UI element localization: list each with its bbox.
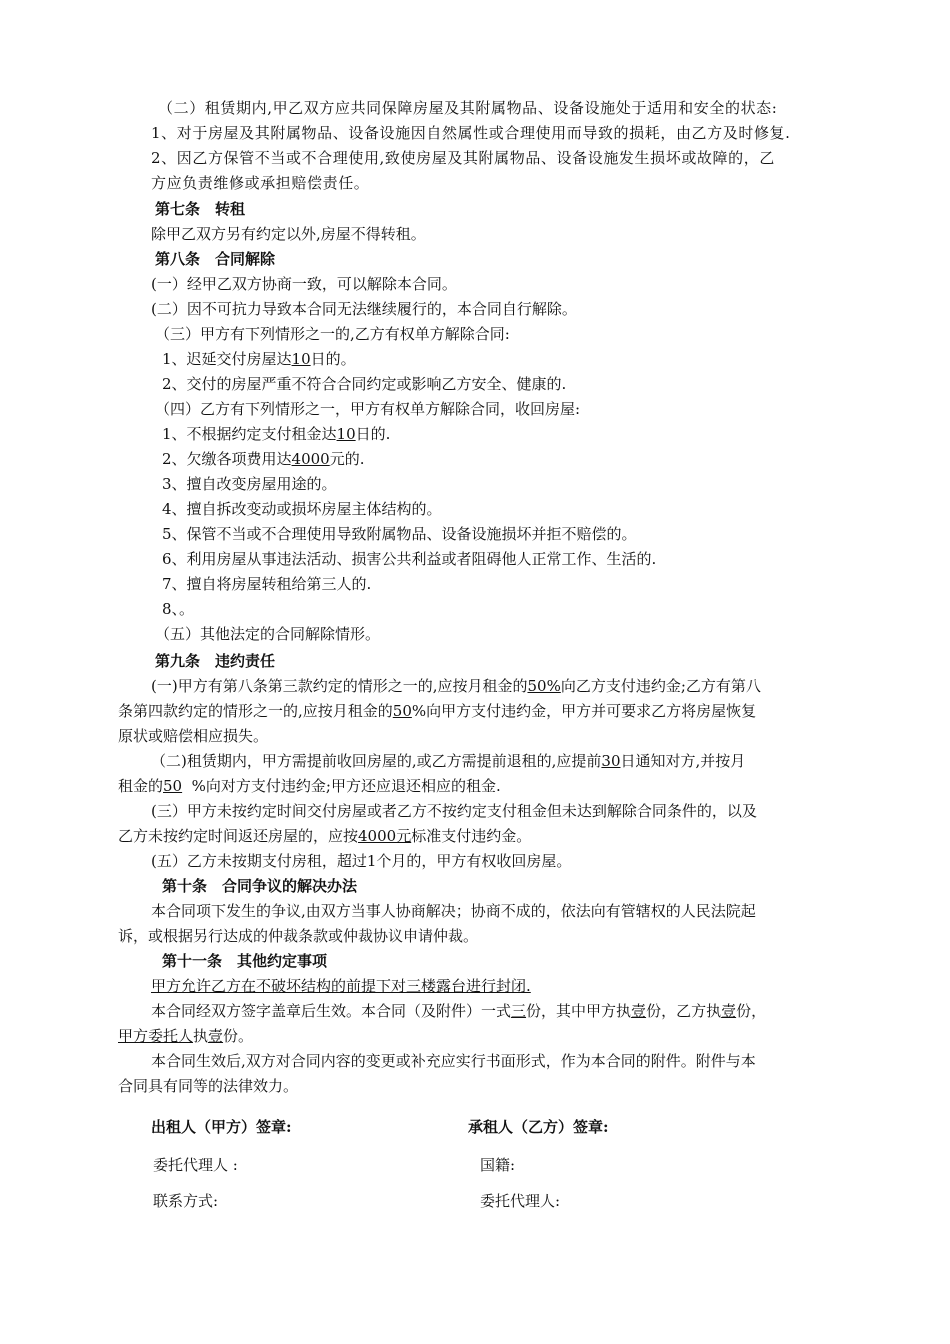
clause-6-2-title: （二）租赁期内,甲乙双方应共同保障房屋及其附属物品、设备设施处于适用和安全的状态:: [158, 99, 778, 117]
lessor-copies: 壹: [631, 1002, 647, 1020]
clause-9-1-line1: (一)甲方有第八条第三款约定的情形之一的,应按月租金的50%向乙方支付违约金;乙方有第八: [151, 677, 761, 695]
copies-count: 三: [511, 1002, 527, 1020]
clause-6-2-1: 1、对于房屋及其附属物品、设备设施因自然属性或合理使用而导致的损耗，由乙方及时修复.: [151, 124, 791, 142]
article-11-heading: 第十一条 其他约定事项: [162, 952, 328, 970]
lessee-signature-title: 承租人（乙方）签章:: [468, 1118, 609, 1136]
unpaid-fees-value: 4000: [291, 450, 330, 468]
clause-9-3-line2: 乙方未按约定时间返还房屋的，应按4000元标准支付违约金。: [118, 827, 532, 845]
article-10-text-line2: 诉，或根据另行达成的仲裁条款或仲裁协议申请仲裁。: [118, 927, 479, 945]
effectiveness-line2: 甲方委托人执壹份。: [118, 1027, 254, 1045]
clause-9-2-line2: 租金的50 %向对方支付违约金;甲方还应退还相应的租金.: [118, 777, 501, 795]
clause-8-5: （五）其他法定的合同解除情形。: [155, 625, 381, 643]
lessor-agent-party: 甲方委托人: [118, 1027, 194, 1045]
amendment-line1: 本合同生效后,双方对合同内容的变更或补充应实行书面形式，作为本合同的附件。附件与本: [151, 1052, 756, 1070]
clause-6-2-2-line2: 方应负责维修或承担赔偿责任。: [151, 174, 370, 192]
lessee-nationality-label: 国籍:: [480, 1156, 516, 1174]
clause-8-4: （四）乙方有下列情形之一，甲方有权单方解除合同，收回房屋:: [155, 400, 581, 418]
clause-8-4-2: 2、欠缴各项费用达4000元的.: [162, 450, 365, 468]
delay-days-value: 10: [291, 350, 311, 368]
notice-days-value: 30: [601, 752, 621, 770]
clause-8-3-2: 2、交付的房屋严重不符合合同约定或影响乙方安全、健康的.: [162, 375, 567, 393]
special-terms: 甲方允许乙方在不破坏结构的前提下对三楼露台进行封闭.: [151, 977, 531, 995]
early-termination-rate-value: 50: [163, 777, 183, 795]
clause-8-1: (一）经甲乙双方协商一致，可以解除本合同。: [151, 275, 457, 293]
clause-9-5: (五）乙方未按期支付房租，超过1个月的，甲方有权收回房屋。: [151, 852, 572, 870]
lessee-agent-label: 委托代理人:: [480, 1192, 561, 1210]
clause-8-4-4: 4、擅自拆改变动或损坏房屋主体结构的。: [162, 500, 442, 518]
lessor-contact-label: 联系方式:: [153, 1192, 219, 1210]
clause-8-4-6: 6、利用房屋从事违法活动、损害公共利益或者阻碍他人正常工作、生活的.: [162, 550, 657, 568]
article-9-heading: 第九条 违约责任: [155, 652, 276, 670]
lessor-signature-title: 出租人（甲方）签章:: [151, 1118, 292, 1136]
article-7-text: 除甲乙双方另有约定以外,房屋不得转租。: [151, 225, 426, 243]
penalty-amount-value: 4000元: [358, 827, 412, 845]
clause-9-1-line2: 条第四款约定的情形之一的,应按月租金的50%向甲方支付违约金，甲方并可要求乙方将房屋恢复: [118, 702, 757, 720]
clause-8-4-3: 3、擅自改变房屋用途的。: [162, 475, 337, 493]
clause-9-1-line3: 原状或赔偿相应损失。: [118, 727, 269, 745]
amendment-line2: 合同具有同等的法律效力。: [118, 1077, 299, 1095]
article-10-heading: 第十条 合同争议的解决办法: [162, 877, 358, 895]
clause-8-3: （三）甲方有下列情形之一的,乙方有权单方解除合同:: [155, 325, 510, 343]
clause-9-2-line1: （二)租赁期内，甲方需提前收回房屋的,或乙方需提前退租的,应提前30日通知对方,并按月: [151, 752, 746, 770]
effectiveness-line1: 本合同经双方签字盖章后生效。本合同（及附件）一式三份，其中甲方执壹份，乙方执壹份，: [151, 1002, 767, 1020]
clause-8-3-1: 1、迟延交付房屋达10日的。: [162, 350, 356, 368]
clause-9-3-line1: (三）甲方未按约定时间交付房屋或者乙方不按约定支付租金但未达到解除合同条件的，以及: [151, 802, 757, 820]
lessor-agent-label: 委托代理人 :: [153, 1156, 238, 1174]
article-8-heading: 第八条 合同解除: [155, 250, 276, 268]
article-10-text-line1: 本合同项下发生的争议,由双方当事人协商解决；协商不成的，依法向有管辖权的人民法院起: [151, 902, 756, 920]
penalty-rate-value-2: 50: [392, 702, 412, 720]
article-7-heading: 第七条 转租: [155, 200, 246, 218]
rent-delay-days-value: 10: [336, 425, 356, 443]
clause-8-4-5: 5、保管不当或不合理使用导致附属物品、设备设施损坏并拒不赔偿的。: [162, 525, 637, 543]
clause-8-4-8: 8、。: [162, 600, 195, 618]
lessee-copies: 壹: [721, 1002, 737, 1020]
agent-copies: 壹: [208, 1027, 224, 1045]
penalty-rate-value: 50%: [527, 677, 561, 695]
clause-8-4-1: 1、不根据约定支付租金达10日的.: [162, 425, 391, 443]
clause-6-2-2-line1: 2、因乙方保管不当或不合理使用,致使房屋及其附属物品、设备设施发生损坏或故障的，乙: [151, 149, 775, 167]
clause-8-4-7: 7、擅自将房屋转租给第三人的.: [162, 575, 372, 593]
clause-8-2: (二）因不可抗力导致本合同无法继续履行的，本合同自行解除。: [151, 300, 577, 318]
